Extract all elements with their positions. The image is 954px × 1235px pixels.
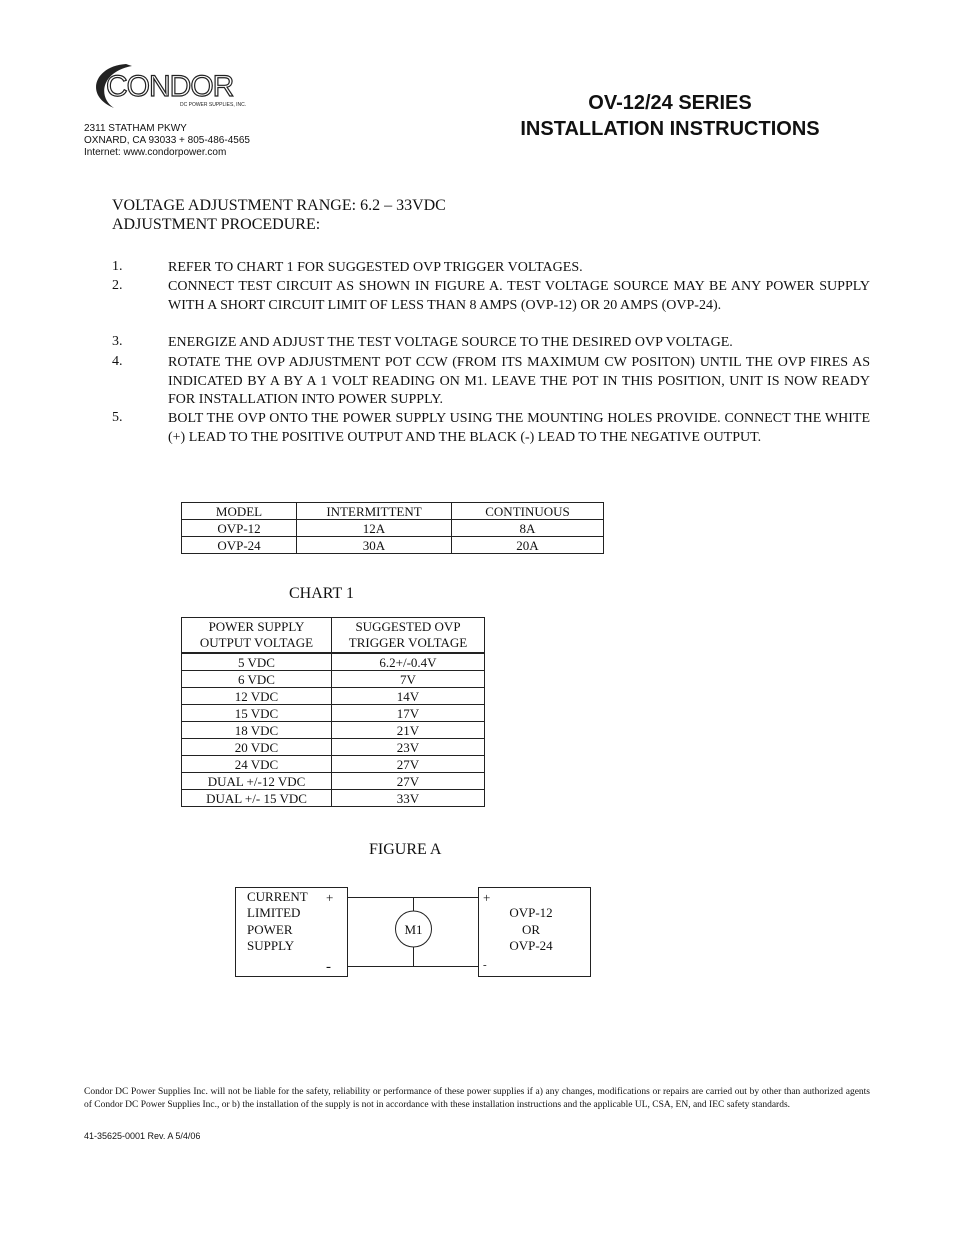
table-cell: 20 VDC <box>182 739 332 756</box>
table-header-cell <box>332 618 485 654</box>
chart-1-table <box>181 617 485 807</box>
power-supply-label: SUPPLY <box>247 938 295 953</box>
table-cell: 5 VDC <box>182 653 332 671</box>
table-cell: 6 VDC <box>182 671 332 688</box>
chart-1-caption: CHART 1 <box>289 585 354 602</box>
table-header-cell: INTERMITTENT <box>297 503 452 520</box>
table-cell: DUAL +/- 15 VDC <box>182 790 332 807</box>
table-row <box>182 756 485 773</box>
step-text: CONNECT TEST CIRCUIT AS SHOWN IN FIGURE A. TEST VOLTAGE SOURCE MAY BE ANY POWER SUPPLY WITH A SHORT CIRCUIT LIMIT OF LESS THAN 8 AMPS (OVP-12) OR 20 AMPS (OVP-24). <box>168 279 870 313</box>
step-number: 1. <box>112 259 123 274</box>
address-line-3: Internet: www.condorpower.com <box>84 147 227 158</box>
model-rating-table <box>181 502 604 554</box>
table-header-row <box>182 618 485 654</box>
power-supply-label: LIMITED <box>247 905 301 920</box>
header-line: TRIGGER VOLTAGE <box>348 635 468 650</box>
meter-label: M1 <box>404 922 423 937</box>
table-cell: 33V <box>332 790 485 807</box>
ovp-label: OR <box>521 922 541 937</box>
table-row <box>182 688 485 705</box>
liability-disclaimer: Condor DC Power Supplies Inc. will not be liable for the safety, reliability or performance of these power supplies if a) any changes, modifications or repairs are carried out by other than authorized agents of Condor DC Power Supplies Inc., or b) the installation of the supply is not in accordance with these installation instructions and the applicable UL, CSA, EN, and IEC safety standards. <box>84 1087 870 1110</box>
minus-terminal: - <box>326 959 331 975</box>
header-line: OUTPUT VOLTAGE <box>199 635 314 650</box>
table-row <box>182 671 485 688</box>
table-cell: 15 VDC <box>182 705 332 722</box>
table-cell: 8A <box>452 520 604 537</box>
table-row <box>182 705 485 722</box>
step-text: ROTATE THE OVP ADJUSTMENT POT CCW (FROM ITS MAXIMUM CW POSITON) UNTIL THE OVP FIRES AS INDICATED BY A BY A 1 VOLT READING ON M1. LEAVE THE POT IN THIS POSITION, UNIT IS NOW READY FOR INSTALLATION INTO POWER SUPPLY. <box>168 355 870 407</box>
header-line: POWER SUPPLY <box>208 619 305 634</box>
ovp-label: OVP-12 <box>509 905 553 920</box>
power-supply-label: CURRENT <box>247 889 308 904</box>
table-cell: 30A <box>297 537 452 554</box>
table-row <box>182 520 604 537</box>
logo-tagline: DC POWER SUPPLIES, INC. <box>180 102 247 108</box>
table-cell: OVP-12 <box>182 520 297 537</box>
step-number: 3. <box>112 334 123 349</box>
table-row <box>182 653 485 671</box>
table-cell: 27V <box>332 756 485 773</box>
voltage-range: VOLTAGE ADJUSTMENT RANGE: 6.2 – 33VDC <box>112 197 446 214</box>
adjustment-procedure-heading: ADJUSTMENT PROCEDURE: <box>112 216 321 233</box>
table-header-cell: MODEL <box>182 503 297 520</box>
table-cell: 20A <box>452 537 604 554</box>
table-header-cell: CONTINUOUS <box>452 503 604 520</box>
table-row <box>182 739 485 756</box>
power-supply-label: POWER <box>247 922 293 937</box>
step-text: BOLT THE OVP ONTO THE POWER SUPPLY USING THE MOUNTING HOLES PROVIDE. CONNECT THE WHITE (+) LEAD TO THE POSITIVE OUTPUT AND THE BLACK (-) LEAD TO THE NEGATIVE OUTPUT. <box>168 411 870 445</box>
table-cell: 12 VDC <box>182 688 332 705</box>
table-cell: 14V <box>332 688 485 705</box>
table-cell: 23V <box>332 739 485 756</box>
table-cell: 24 VDC <box>182 756 332 773</box>
plus-terminal: + <box>483 890 491 905</box>
table-header-row <box>182 503 604 520</box>
step-text: ENERGIZE AND ADJUST THE TEST VOLTAGE SOURCE TO THE DESIRED OVP VOLTAGE. <box>168 335 733 350</box>
address-line-1: 2311 STATHAM PKWY <box>84 123 187 134</box>
page-title-line-2: INSTALLATION INSTRUCTIONS <box>520 118 820 140</box>
table-cell: 18 VDC <box>182 722 332 739</box>
condor-logo <box>86 58 266 116</box>
step-number: 4. <box>112 354 123 369</box>
table-cell: OVP-24 <box>182 537 297 554</box>
plus-terminal: + <box>326 890 334 905</box>
table-row <box>182 773 485 790</box>
table-cell: DUAL +/-12 VDC <box>182 773 332 790</box>
header-line: SUGGESTED OVP <box>355 619 461 634</box>
table-cell: 21V <box>332 722 485 739</box>
table-cell: 6.2+/-0.4V <box>332 653 485 671</box>
page-title-line-1: OV-12/24 SERIES <box>588 92 752 114</box>
step-number: 2. <box>112 278 123 293</box>
document-number: 41-35625-0001 Rev. A 5/4/06 <box>84 1131 201 1141</box>
table-cell: 7V <box>332 671 485 688</box>
table-header-cell <box>182 618 332 654</box>
test-circuit-diagram <box>232 884 594 982</box>
table-cell: 12A <box>297 520 452 537</box>
address-line-2: OXNARD, CA 93033 + 805-486-4565 <box>84 135 250 146</box>
figure-a-caption: FIGURE A <box>369 841 442 858</box>
logo-text: CONDOR <box>106 70 234 103</box>
minus-terminal: - <box>483 959 487 971</box>
table-cell: 27V <box>332 773 485 790</box>
table-row <box>182 790 485 807</box>
table-row <box>182 537 604 554</box>
table-row <box>182 722 485 739</box>
table-cell: 17V <box>332 705 485 722</box>
step-text: REFER TO CHART 1 FOR SUGGESTED OVP TRIGGER VOLTAGES. <box>168 260 583 275</box>
step-number: 5. <box>112 410 123 425</box>
ovp-label: OVP-24 <box>509 938 553 953</box>
